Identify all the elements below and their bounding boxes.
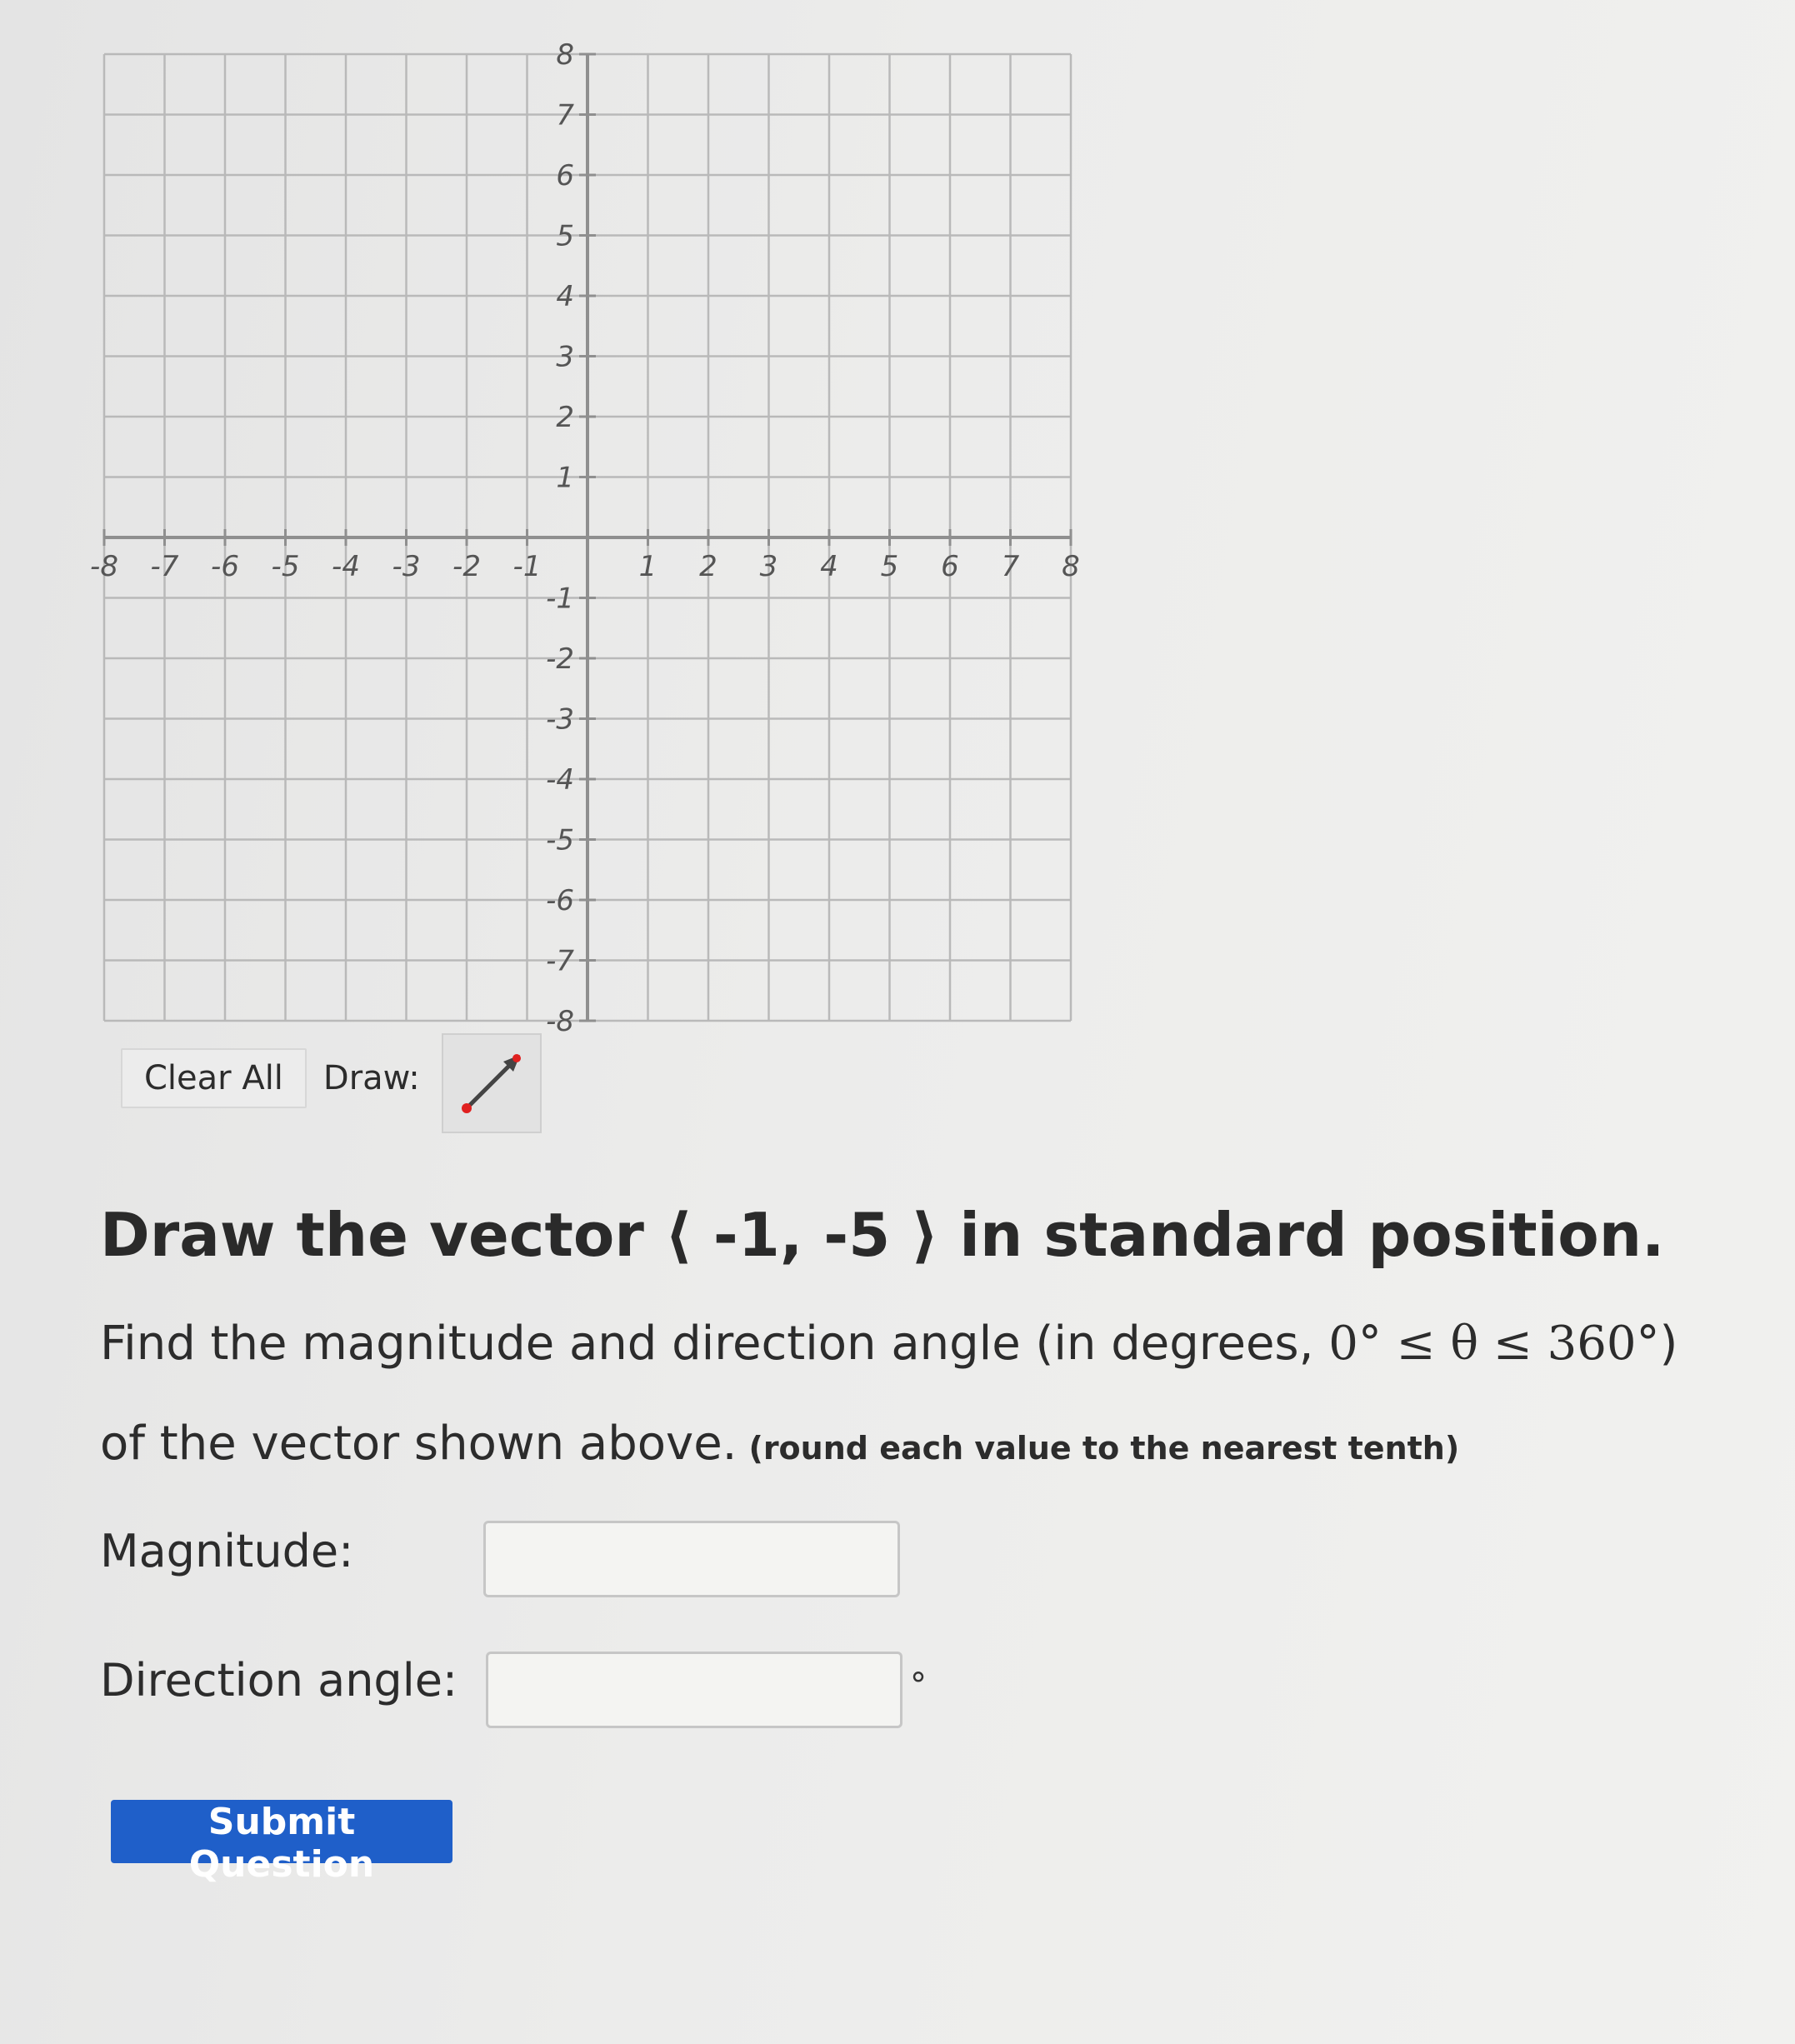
question-instruction-2 <box>100 1417 1459 1471</box>
x-tick-label: 8 <box>1062 550 1080 583</box>
y-tick-label: 8 <box>556 38 574 72</box>
x-tick-label: -8 <box>90 550 118 583</box>
x-tick-label: 5 <box>880 550 899 583</box>
y-tick-label: -5 <box>546 823 574 857</box>
x-tick-label: 6 <box>941 550 959 583</box>
y-tick-label: -6 <box>546 884 574 917</box>
y-tick-label: 1 <box>556 461 574 495</box>
x-tick-label: 2 <box>699 550 718 583</box>
x-tick-label: 1 <box>638 550 658 583</box>
y-tick-label: -7 <box>546 944 574 978</box>
x-tick-label: -3 <box>392 550 421 583</box>
y-tick-label: 4 <box>556 280 574 313</box>
y-tick-label: 5 <box>556 219 574 253</box>
y-tick-label: 2 <box>556 401 574 434</box>
vector-tool-button[interactable] <box>442 1033 542 1133</box>
y-tick-label: -4 <box>546 763 574 797</box>
y-tick-label: 7 <box>556 98 574 132</box>
x-tick-label: -5 <box>271 550 300 583</box>
question-heading: Draw the vector ⟨ -1, -5 ⟩ in standard position. <box>100 1200 1665 1270</box>
graph-toolbar <box>121 1048 420 1108</box>
x-tick-label: -4 <box>332 550 360 583</box>
x-tick-label: -2 <box>452 550 481 583</box>
y-tick-label: -1 <box>546 582 574 616</box>
y-tick-label: -2 <box>546 642 574 676</box>
x-tick-label: 4 <box>820 550 838 583</box>
x-tick-label: 3 <box>759 550 778 583</box>
direction-angle-label: Direction angle: <box>100 1654 458 1707</box>
instruction-text: Find the magnitude and direction angle (in degrees, <box>100 1317 1329 1371</box>
rounding-note: (round each value to the nearest tenth) <box>748 1430 1460 1467</box>
x-tick-label: 7 <box>1001 550 1020 583</box>
x-tick-label: -1 <box>512 550 542 583</box>
y-tick-label: -8 <box>546 1005 574 1038</box>
direction-angle-input[interactable] <box>486 1652 902 1728</box>
angle-range-math: 0° ≤ θ ≤ 360° <box>1328 1317 1660 1371</box>
vector-arrow-icon <box>443 1035 540 1132</box>
y-tick-label: -3 <box>546 702 574 737</box>
submit-question-button[interactable]: Submit Question <box>111 1800 452 1863</box>
y-tick-label: 6 <box>556 159 574 192</box>
clear-all-button[interactable]: Clear All <box>121 1048 307 1108</box>
degree-symbol: ° <box>910 1667 927 1705</box>
x-tick-label: -7 <box>150 550 179 583</box>
x-tick-label: -6 <box>211 550 239 583</box>
coordinate-graph[interactable] <box>90 38 1080 1038</box>
question-instruction <box>100 1317 1678 1371</box>
y-tick-label: 3 <box>556 340 574 374</box>
magnitude-label: Magnitude: <box>100 1525 354 1577</box>
draw-label: Draw: <box>322 1059 420 1097</box>
magnitude-input[interactable] <box>483 1521 900 1597</box>
instruction-close: ) <box>1659 1317 1678 1371</box>
instruction-text-2: of the vector shown above. <box>100 1417 738 1471</box>
